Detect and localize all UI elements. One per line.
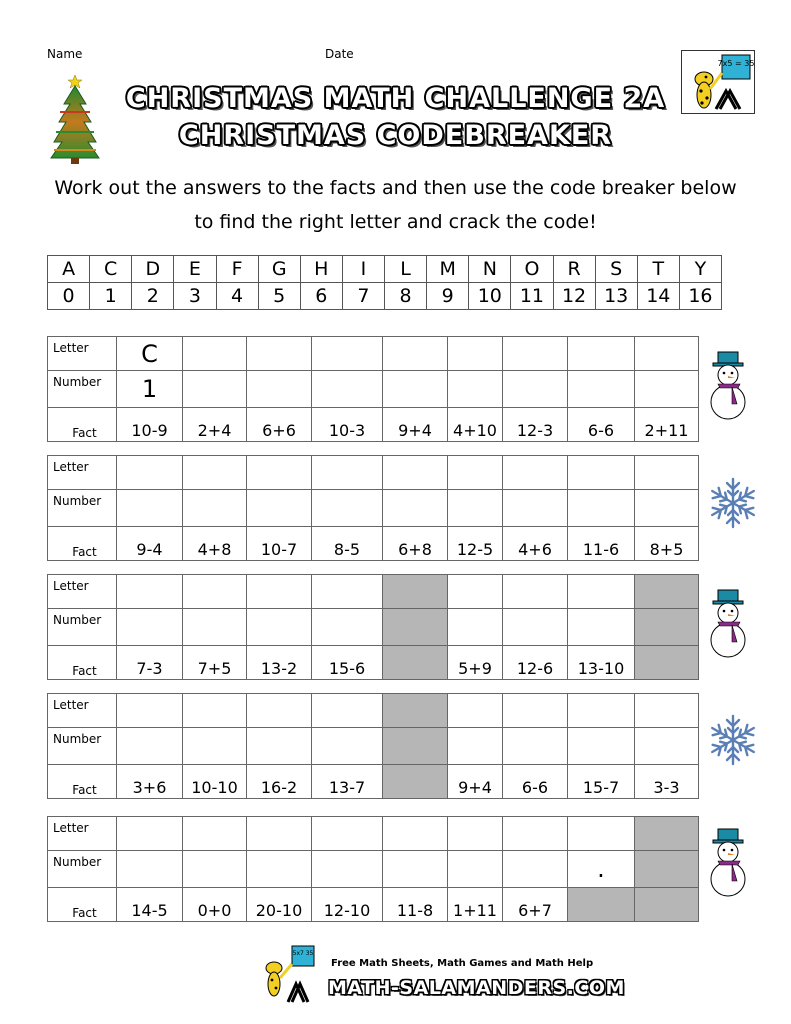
letter-answer-cell[interactable] (183, 575, 247, 609)
footer-brand: MATH-SALAMANDERS.COM (328, 977, 625, 999)
fact-cell: 7-3 (117, 646, 183, 680)
letter-answer-cell (635, 575, 699, 609)
letter-answer-cell[interactable] (117, 694, 183, 728)
letter-answer-cell[interactable] (635, 456, 699, 490)
name-label: Name (47, 47, 83, 61)
fact-cell (635, 888, 699, 922)
fact-cell: 12-10 (312, 888, 383, 922)
letter-answer-cell[interactable] (117, 456, 183, 490)
number-answer-cell[interactable] (503, 851, 568, 888)
number-answer-cell[interactable] (503, 371, 568, 408)
letter-answer-cell[interactable] (247, 817, 312, 851)
fact-cell: 6-6 (568, 408, 635, 442)
fact-cell: 3+6 (117, 765, 183, 799)
number-answer-cell[interactable] (635, 728, 699, 765)
fact-cell: 10-10 (183, 765, 247, 799)
number-answer-cell[interactable] (383, 490, 448, 527)
fact-row-label: Fact (48, 527, 117, 561)
letter-answer-cell[interactable] (183, 817, 247, 851)
number-answer-cell[interactable] (448, 609, 503, 646)
number-answer-cell[interactable] (183, 371, 247, 408)
code-number-cell: 1 (90, 283, 132, 310)
code-number-cell: 8 (385, 283, 427, 310)
number-answer-cell[interactable] (247, 490, 312, 527)
fact-cell: 4+6 (503, 527, 568, 561)
number-answer-cell[interactable] (117, 728, 183, 765)
fact-cell: 14-5 (117, 888, 183, 922)
fact-cell: 15-7 (568, 765, 635, 799)
fact-cell: 1+11 (448, 888, 503, 922)
fact-cell: 2+11 (635, 408, 699, 442)
number-answer-cell[interactable] (448, 851, 503, 888)
letter-answer-cell[interactable] (247, 694, 312, 728)
snowman-icon (704, 346, 754, 422)
letter-row (48, 575, 699, 609)
letter-answer-cell[interactable] (448, 337, 503, 371)
fact-row (48, 408, 699, 442)
number-row (48, 851, 699, 888)
fact-row (48, 646, 699, 680)
code-number-cell: 13 (595, 283, 637, 310)
letter-answer-cell[interactable] (568, 575, 635, 609)
puzzle-block (47, 816, 699, 922)
code-letter-cell: O (511, 256, 553, 283)
number-answer-cell[interactable] (312, 490, 383, 527)
code-letter-cell: C (90, 256, 132, 283)
code-letter-cell: D (132, 256, 174, 283)
number-answer-cell[interactable] (117, 490, 183, 527)
number-answer-cell[interactable] (117, 851, 183, 888)
number-answer-cell[interactable] (383, 371, 448, 408)
fact-cell: 4+8 (183, 527, 247, 561)
number-row (48, 490, 699, 527)
fact-cell: 7+5 (183, 646, 247, 680)
letter-answer-cell[interactable] (247, 575, 312, 609)
puzzle-block (47, 693, 699, 799)
footer-salamander-icon (258, 944, 322, 1004)
letter-answer-cell[interactable] (448, 456, 503, 490)
code-letter-cell: R (553, 256, 595, 283)
letter-answer-cell[interactable] (183, 456, 247, 490)
letter-answer-cell[interactable] (117, 817, 183, 851)
instructions-line-1: Work out the answers to the facts and then use the code breaker below (54, 177, 737, 199)
snowman-icon (704, 823, 754, 899)
letter-answer-cell[interactable] (448, 817, 503, 851)
fact-row (48, 888, 699, 922)
code-letter-cell: L (385, 256, 427, 283)
number-answer-cell[interactable] (183, 728, 247, 765)
letter-answer-cell[interactable] (247, 456, 312, 490)
code-letter-cell: Y (679, 256, 721, 283)
letter-row (48, 456, 699, 490)
date-label: Date (325, 47, 354, 61)
fact-cell: 2+4 (183, 408, 247, 442)
number-row (48, 609, 699, 646)
code-letter-cell: E (174, 256, 216, 283)
fact-row (48, 765, 699, 799)
fact-cell: 6-6 (503, 765, 568, 799)
number-row-label: Number (48, 728, 117, 765)
number-answer-cell (383, 728, 448, 765)
fact-row-label: Fact (48, 408, 117, 442)
code-number-row (48, 283, 722, 310)
letter-row-label: Letter (48, 575, 117, 609)
fact-cell: 6+7 (503, 888, 568, 922)
number-answer-cell[interactable] (503, 609, 568, 646)
letter-row (48, 817, 699, 851)
letter-answer-cell[interactable] (183, 694, 247, 728)
fact-cell: 15-6 (312, 646, 383, 680)
code-letter-cell: H (300, 256, 342, 283)
fact-cell: 9+4 (383, 408, 448, 442)
fact-cell: 0+0 (183, 888, 247, 922)
logo-board-text: 7x5 = 35 (717, 59, 754, 68)
number-answer-cell[interactable]: . (568, 851, 635, 888)
letter-answer-cell[interactable] (383, 337, 448, 371)
fact-cell: 3-3 (635, 765, 699, 799)
code-number-cell: 6 (300, 283, 342, 310)
number-answer-cell[interactable] (635, 490, 699, 527)
letter-answer-cell[interactable] (312, 817, 383, 851)
code-number-cell: 2 (132, 283, 174, 310)
code-letter-cell: G (258, 256, 300, 283)
number-answer-cell[interactable] (183, 609, 247, 646)
footer-logo-board-text: 5x7 35 (292, 950, 314, 957)
fact-row-label: Fact (48, 765, 117, 799)
fact-cell: 8-5 (312, 527, 383, 561)
code-letter-cell: S (595, 256, 637, 283)
letter-answer-cell[interactable] (503, 694, 568, 728)
code-number-cell: 4 (216, 283, 258, 310)
fact-cell: 10-9 (117, 408, 183, 442)
fact-row (48, 527, 699, 561)
fact-cell: 6+6 (247, 408, 312, 442)
number-answer-cell[interactable] (312, 371, 383, 408)
letter-row-label: Letter (48, 337, 117, 371)
letter-answer-cell (383, 575, 448, 609)
number-answer-cell[interactable] (183, 851, 247, 888)
number-answer-cell[interactable] (448, 490, 503, 527)
code-number-cell: 16 (679, 283, 721, 310)
number-answer-cell (383, 609, 448, 646)
number-answer-cell[interactable] (568, 490, 635, 527)
fact-cell: 13-7 (312, 765, 383, 799)
letter-answer-cell[interactable] (503, 456, 568, 490)
letter-answer-cell[interactable] (117, 575, 183, 609)
number-answer-cell[interactable] (247, 851, 312, 888)
letter-row-label: Letter (48, 456, 117, 490)
letter-answer-cell[interactable] (568, 817, 635, 851)
letter-row (48, 337, 699, 371)
code-number-cell: 5 (258, 283, 300, 310)
code-number-cell: 11 (511, 283, 553, 310)
letter-answer-cell (635, 817, 699, 851)
code-number-cell: 12 (553, 283, 595, 310)
puzzle-block (47, 336, 699, 442)
letter-row (48, 694, 699, 728)
fact-cell: 11-6 (568, 527, 635, 561)
letter-answer-cell[interactable] (312, 694, 383, 728)
number-answer-cell[interactable] (312, 609, 383, 646)
code-letter-row (48, 256, 722, 283)
fact-cell: 6+8 (383, 527, 448, 561)
number-answer-cell[interactable] (383, 851, 448, 888)
footer-tagline: Free Math Sheets, Math Games and Math Help (331, 958, 594, 969)
letter-answer-cell[interactable] (448, 694, 503, 728)
fact-row-label: Fact (48, 646, 117, 680)
letter-answer-cell[interactable] (183, 337, 247, 371)
number-answer-cell (635, 609, 699, 646)
code-number-cell: 10 (469, 283, 511, 310)
title-line-2: CHRISTMAS CODEBREAKER (178, 120, 613, 151)
code-number-cell: 9 (427, 283, 469, 310)
number-row-label: Number (48, 609, 117, 646)
fact-cell: 9+4 (448, 765, 503, 799)
puzzle-block (47, 455, 699, 561)
number-answer-cell[interactable] (247, 609, 312, 646)
fact-cell: 12-6 (503, 646, 568, 680)
fact-row-label: Fact (48, 888, 117, 922)
letter-answer-cell[interactable] (448, 575, 503, 609)
number-row (48, 371, 699, 408)
code-number-cell: 14 (637, 283, 679, 310)
code-number-cell: 0 (48, 283, 90, 310)
letter-answer-cell[interactable] (503, 817, 568, 851)
fact-cell: 5+9 (448, 646, 503, 680)
letter-answer-cell (383, 694, 448, 728)
number-answer-cell[interactable] (448, 728, 503, 765)
fact-cell: 13-10 (568, 646, 635, 680)
letter-answer-cell[interactable] (247, 337, 312, 371)
code-letter-cell: A (48, 256, 90, 283)
letter-answer-cell[interactable] (383, 456, 448, 490)
letter-answer-cell[interactable] (635, 694, 699, 728)
letter-row-label: Letter (48, 694, 117, 728)
fact-cell: 12-5 (448, 527, 503, 561)
letter-answer-cell[interactable] (503, 337, 568, 371)
number-answer-cell[interactable] (312, 728, 383, 765)
number-answer-cell[interactable] (312, 851, 383, 888)
fact-cell: 9-4 (117, 527, 183, 561)
number-answer-cell[interactable] (568, 728, 635, 765)
fact-cell: 10-7 (247, 527, 312, 561)
number-answer-cell[interactable]: 1 (117, 371, 183, 408)
fact-cell (383, 765, 448, 799)
code-number-cell: 7 (342, 283, 384, 310)
code-letter-cell: M (427, 256, 469, 283)
letter-row-label: Letter (48, 817, 117, 851)
fact-cell (568, 888, 635, 922)
number-answer-cell[interactable] (568, 371, 635, 408)
code-letter-cell: I (342, 256, 384, 283)
number-answer-cell (635, 851, 699, 888)
letter-answer-cell[interactable] (312, 456, 383, 490)
puzzle-block (47, 574, 699, 680)
snowflake-icon (706, 476, 760, 530)
letter-answer-cell[interactable] (503, 575, 568, 609)
fact-cell: 10-3 (312, 408, 383, 442)
fact-cell: 8+5 (635, 527, 699, 561)
fact-cell: 20-10 (247, 888, 312, 922)
number-answer-cell[interactable] (503, 728, 568, 765)
code-breaker-table (47, 255, 722, 310)
fact-cell: 12-3 (503, 408, 568, 442)
fact-cell: 13-2 (247, 646, 312, 680)
number-row (48, 728, 699, 765)
snowflake-icon (706, 713, 760, 767)
fact-cell: 4+10 (448, 408, 503, 442)
number-answer-cell[interactable] (503, 490, 568, 527)
number-answer-cell[interactable] (247, 371, 312, 408)
fact-cell: 16-2 (247, 765, 312, 799)
letter-answer-cell[interactable] (312, 575, 383, 609)
number-row-label: Number (48, 371, 117, 408)
letter-answer-cell[interactable] (568, 694, 635, 728)
number-row-label: Number (48, 490, 117, 527)
letter-answer-cell[interactable] (568, 456, 635, 490)
number-answer-cell[interactable] (448, 371, 503, 408)
number-answer-cell[interactable] (117, 609, 183, 646)
code-letter-cell: T (637, 256, 679, 283)
code-letter-cell: N (469, 256, 511, 283)
fact-cell (383, 646, 448, 680)
letter-answer-cell[interactable] (312, 337, 383, 371)
number-answer-cell[interactable] (568, 609, 635, 646)
instructions-line-2: to find the right letter and crack the code! (194, 211, 597, 233)
letter-answer-cell[interactable]: C (117, 337, 183, 371)
code-letter-cell: F (216, 256, 258, 283)
letter-answer-cell[interactable] (635, 337, 699, 371)
fact-cell: 11-8 (383, 888, 448, 922)
code-number-cell: 3 (174, 283, 216, 310)
number-answer-cell[interactable] (635, 371, 699, 408)
letter-answer-cell[interactable] (568, 337, 635, 371)
fact-cell (635, 646, 699, 680)
number-answer-cell[interactable] (183, 490, 247, 527)
snowman-icon (704, 584, 754, 660)
title-line-1: CHRISTMAS MATH CHALLENGE 2A (125, 83, 666, 114)
letter-answer-cell[interactable] (383, 817, 448, 851)
number-answer-cell[interactable] (247, 728, 312, 765)
number-row-label: Number (48, 851, 117, 888)
